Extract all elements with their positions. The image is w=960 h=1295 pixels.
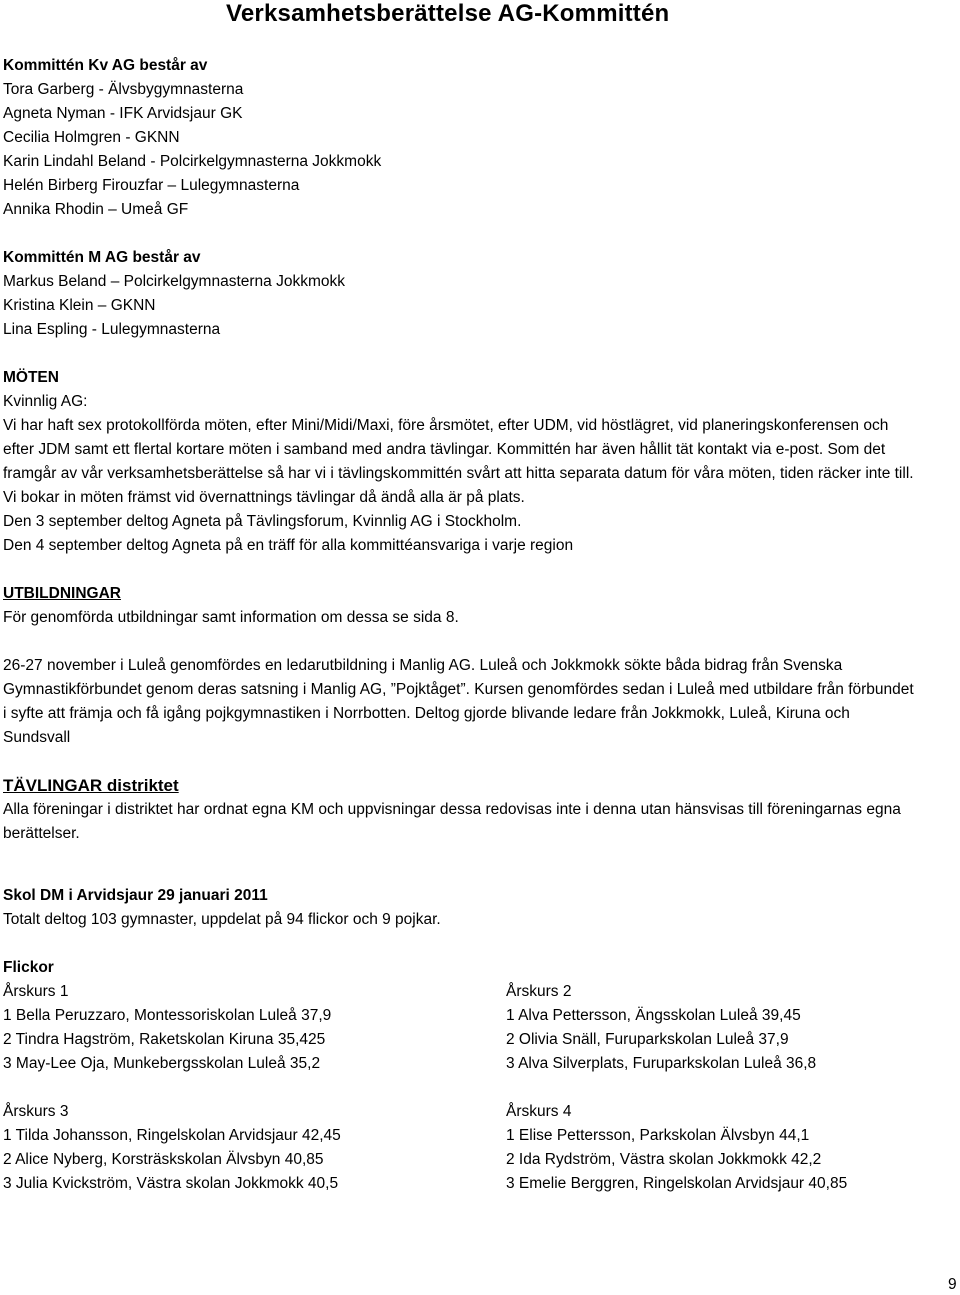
moten-paragraph: Vi har haft sex protokollförda möten, efter Mini/Midi/Maxi, före årsmötet, efter UDM, vid höstlägret, vid planeringskonferensen och efter JDM samt ett flertal kortare möten i samband med andra tävlingar. Kommittén har även hållit tät kontakt via e-post. Som det framgår av vår verksamhetsberättelse så har vi i tävlingskommittén svårt att hitta separata datum för våra möten, tiden räcker inte till. Vi bokar in möten främst vid övernattnings tävlingar då ändå alla är på plats.	[3, 417, 914, 506]
results-group	[506, 980, 918, 1076]
list-item: Cecilia Holmgren - GKNN	[3, 129, 180, 146]
moten-line-2: Den 4 september deltog Agneta på en träff för alla kommittéansvariga i varje region	[3, 537, 574, 554]
result-item: 2 Ida Rydström, Västra skolan Jokkmokk 42,2	[506, 1151, 822, 1168]
results-row-2	[3, 1100, 918, 1196]
result-item: 1 Tilda Johansson, Ringelskolan Arvidsjaur 42,45	[3, 1127, 341, 1144]
result-item: 3 Alva Silverplats, Furuparkskolan Luleå 36,8	[506, 1055, 817, 1072]
moten-line-1: Den 3 september deltog Agneta på Tävlingsforum, Kvinnlig AG i Stockholm.	[3, 513, 522, 530]
group-label: Årskurs 3	[3, 1103, 69, 1120]
result-item: 1 Bella Peruzzaro, Montessoriskolan Luleå 37,9	[3, 1007, 332, 1024]
results-row-1	[3, 980, 918, 1076]
kv-heading: Kommittén Kv AG består av	[3, 57, 208, 74]
group-label: Årskurs 1	[3, 983, 69, 1000]
result-item: 3 Emelie Berggren, Ringelskolan Arvidsjaur 40,85	[506, 1175, 848, 1192]
page-number: 9	[948, 1276, 957, 1293]
group-label: Årskurs 4	[506, 1103, 572, 1120]
list-item: Helén Birberg Firouzfar – Lulegymnasterna	[3, 177, 300, 194]
kv-members-list	[3, 78, 918, 222]
document-body	[3, 54, 918, 1196]
result-item: 1 Alva Pettersson, Ängsskolan Luleå 39,45	[506, 1007, 801, 1024]
m-heading: Kommittén M AG består av	[3, 249, 201, 266]
utbildningar-paragraph: 26-27 november i Luleå genomfördes en ledarutbildning i Manlig AG. Luleå och Jokkmokk sökte båda bidrag från Svenska Gymnastikförbundet genom deras satsning i Manlig AG, ”Pojktåget”. Kursen genomfördes sedan i Luleå med utbildare från förbundet i syfte att främja och få igång pojkgymnastiken i Norrbotten. Deltog gjorde blivande ledare från Jokkmokk, Luleå, Kiruna och Sundsvall	[3, 657, 914, 746]
results-group	[3, 980, 506, 1076]
results-group	[3, 1100, 506, 1196]
skol-dm-heading: Skol DM i Arvidsjaur 29 januari 2011	[3, 887, 268, 904]
moten-heading: MÖTEN	[3, 369, 59, 386]
moten-subheading: Kvinnlig AG:	[3, 393, 88, 410]
utbildningar-line: För genomförda utbildningar samt information om dessa se sida 8.	[3, 609, 459, 626]
result-item: 2 Olivia Snäll, Furuparkskolan Luleå 37,9	[506, 1031, 789, 1048]
list-item: Tora Garberg - Älvsbygymnasterna	[3, 81, 244, 98]
list-item: Markus Beland – Polcirkelgymnasterna Jokkmokk	[3, 273, 345, 290]
list-item: Agneta Nyman - IFK Arvidsjaur GK	[3, 105, 243, 122]
tavlingar-paragraph: Alla föreningar i distriktet har ordnat egna KM och uppvisningar dessa redovisas inte i denna utan hänsvisas till föreningarnas egna berättelser.	[3, 801, 901, 842]
result-item: 1 Elise Pettersson, Parkskolan Älvsbyn 44,1	[506, 1127, 810, 1144]
result-item: 3 May-Lee Oja, Munkebergsskolan Luleå 35,2	[3, 1055, 321, 1072]
skol-dm-line: Totalt deltog 103 gymnaster, uppdelat på 94 flickor och 9 pojkar.	[3, 911, 441, 928]
result-item: 2 Alice Nyberg, Korsträskskolan Älvsbyn 40,85	[3, 1151, 324, 1168]
list-item: Karin Lindahl Beland - Polcirkelgymnasterna Jokkmokk	[3, 153, 382, 170]
results-group	[506, 1100, 918, 1196]
result-item: 3 Julia Kvickström, Västra skolan Jokkmokk 40,5	[3, 1175, 339, 1192]
list-item: Annika Rhodin – Umeå GF	[3, 201, 189, 218]
group-label: Årskurs 2	[506, 983, 572, 1000]
list-item: Lina Espling - Lulegymnasterna	[3, 321, 221, 338]
tavlingar-heading: TÄVLINGAR distriktet	[3, 776, 179, 795]
utbildningar-heading: UTBILDNINGAR	[3, 585, 121, 602]
result-item: 2 Tindra Hagström, Raketskolan Kiruna 35,425	[3, 1031, 326, 1048]
flickor-heading: Flickor	[3, 959, 54, 976]
m-members-list	[3, 270, 918, 342]
list-item: Kristina Klein – GKNN	[3, 297, 156, 314]
page-title: Verksamhetsberättelse AG-Kommittén	[226, 0, 670, 27]
